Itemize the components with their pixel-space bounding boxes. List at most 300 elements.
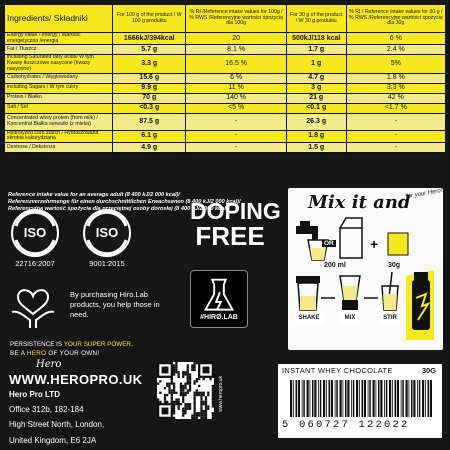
ri-per-100g: 20 xyxy=(186,33,286,45)
value-per-30g: <0.1 g xyxy=(286,103,346,113)
qr-module xyxy=(164,396,166,398)
qr-module xyxy=(198,414,200,416)
qr-module xyxy=(182,373,184,375)
nutrient-name: Fat / Tłuszcz xyxy=(5,45,113,55)
qr-module xyxy=(178,373,180,375)
qr-module xyxy=(175,392,177,394)
nutrient-name: Dextrose / Dekstroza xyxy=(5,143,113,153)
water-amount-label: 200 ml xyxy=(324,262,346,269)
powder-amount-label: 30g xyxy=(388,262,401,269)
iso-label: ISO xyxy=(23,225,47,240)
barcode-bar xyxy=(428,380,430,417)
nutrient-name: Salt / Sól xyxy=(5,103,113,113)
ri-per-100g: 8.1 % xyxy=(186,45,286,55)
qr-module xyxy=(193,417,195,419)
qr-module xyxy=(200,405,202,407)
value-per-30g: 1.5 g xyxy=(286,143,346,153)
barcode-bar xyxy=(425,380,426,417)
qr-side-url: www.heropro.uk xyxy=(218,376,224,412)
qr-module xyxy=(193,408,195,410)
qr-module xyxy=(187,364,189,366)
note-line: Referenzverzehrmenge für einen durchschnittlichen Erwachsenen (8 400 kJ/2 000 kcal)/ xyxy=(8,198,241,205)
qr-module xyxy=(175,362,177,364)
qr-module xyxy=(193,394,195,396)
nutrient-name: Protein / Białko xyxy=(5,93,113,103)
value-per-100g: 15.6 g xyxy=(113,73,186,83)
nutrition-table xyxy=(4,4,446,153)
nutrition-row xyxy=(5,73,446,83)
nutrient-name: including Sugars / W tym cukry xyxy=(5,83,113,93)
company-name: Hero Pro LTD xyxy=(9,390,60,399)
qr-module xyxy=(171,378,173,380)
address-street: High Street North, London, xyxy=(9,420,105,429)
nutrition-row xyxy=(5,55,446,73)
iso-22716-code: 22716:2007 xyxy=(15,259,55,268)
slogan-part: PERSISTENCE IS xyxy=(10,341,64,348)
qr-module xyxy=(166,394,168,396)
barcode-bar xyxy=(430,380,432,417)
qr-module xyxy=(189,373,191,375)
qr-module xyxy=(200,412,202,414)
barcode-bar xyxy=(345,380,347,417)
barcode-bar xyxy=(359,380,360,417)
mix-it-title: Mix it and xyxy=(308,192,411,213)
nutrient-name: Carbohydrates / Węglowodany xyxy=(5,73,113,83)
qr-module xyxy=(189,376,191,378)
ri-per-100g: <5 % xyxy=(186,103,286,113)
qr-module xyxy=(184,371,186,373)
qr-module xyxy=(187,405,189,407)
barcode-bar xyxy=(378,380,380,417)
qr-module xyxy=(212,414,214,416)
qr-module xyxy=(193,398,195,400)
qr-module xyxy=(212,403,214,405)
barcode-bar xyxy=(298,380,300,417)
ri-per-30g: - xyxy=(346,113,445,130)
hirolab-text: #HIRØ.LAB xyxy=(200,314,238,321)
qr-module xyxy=(173,401,175,403)
qr-module xyxy=(193,412,195,414)
barcode-bar xyxy=(369,380,371,417)
qr-module xyxy=(209,378,211,380)
qr-module xyxy=(171,401,173,403)
iso-label: ISO xyxy=(95,225,119,240)
qr-module xyxy=(162,408,169,415)
header-ri-30g: % RI / Reference intake values for 30 g / % RWS /Referencyjne wartości spożycia dla 30g xyxy=(346,5,445,33)
nutrient-name: Concentrated whey protein (from milk) / Koncentrat Białka serwatki (z mleka) xyxy=(5,113,113,130)
barcode-bar xyxy=(293,380,294,417)
barcode-bar xyxy=(347,380,349,417)
website-url[interactable]: WWW.HEROPRO.UK xyxy=(9,372,143,387)
note-line: Referencyjna wartość spożycia dla przeciętnej osoby dorosłej (8 400 kJ/2 000 kcal) xyxy=(8,205,228,212)
nutrient-name: Energy value / energy / Wartość energetyczna /energia xyxy=(5,33,113,45)
ri-per-30g: - xyxy=(346,143,445,153)
qr-module xyxy=(173,367,175,369)
qr-module xyxy=(178,408,180,410)
qr-module xyxy=(168,389,170,391)
shaker-icon xyxy=(296,276,320,310)
qr-module xyxy=(203,392,205,394)
qr-module xyxy=(189,385,191,387)
barcode-bar xyxy=(422,380,424,417)
qr-module xyxy=(182,408,184,410)
qr-module xyxy=(200,414,202,416)
qr-module xyxy=(159,380,161,382)
barcode-bar xyxy=(314,380,316,417)
barcode-bar xyxy=(384,380,385,417)
value-per-30g: 3 g xyxy=(286,83,346,93)
qr-module xyxy=(175,371,177,373)
barcode-bar xyxy=(368,380,369,417)
qr-module xyxy=(182,412,184,414)
qr-module xyxy=(184,410,186,412)
qr-module xyxy=(200,410,202,412)
qr-module xyxy=(162,367,169,374)
barcode-bar xyxy=(373,380,375,417)
qr-module xyxy=(184,387,186,389)
qr-module xyxy=(171,394,173,396)
qr-module xyxy=(164,398,166,400)
qr-module xyxy=(173,392,175,394)
qr-module xyxy=(168,387,170,389)
qr-module xyxy=(189,383,191,385)
product-weight: 30G xyxy=(421,366,436,375)
charity-text: By purchasing Hiro.Lab products, you help those in need. xyxy=(70,290,160,319)
qr-module xyxy=(187,383,189,385)
nutrition-row xyxy=(5,143,446,153)
qr-code[interactable] xyxy=(157,362,214,419)
qr-module xyxy=(196,392,198,394)
ri-per-30g: 6 % xyxy=(346,33,445,45)
barcode-bar xyxy=(336,380,338,417)
qr-module xyxy=(184,392,186,394)
qr-module xyxy=(189,387,191,389)
barcode-bar xyxy=(395,380,397,417)
qr-module xyxy=(182,394,184,396)
iso-9001-code: 9001:2015 xyxy=(89,259,125,268)
qr-module xyxy=(182,389,184,391)
qr-module xyxy=(173,387,175,389)
qr-module xyxy=(191,417,193,419)
qr-module xyxy=(200,394,202,396)
barcode-bar xyxy=(364,380,366,417)
qr-module xyxy=(200,417,202,419)
barcode-bar xyxy=(318,380,319,417)
slogan-part: OF YOUR OWN! xyxy=(46,350,100,357)
barcode-bar xyxy=(392,380,393,417)
sachet-icon xyxy=(388,233,408,255)
qr-module xyxy=(189,405,191,407)
qr-module xyxy=(187,367,189,369)
qr-module xyxy=(187,376,189,378)
qr-module xyxy=(205,398,207,400)
barcode-bar xyxy=(303,380,305,417)
hero-signature: Hero xyxy=(36,359,62,370)
qr-module xyxy=(173,373,175,375)
value-per-30g: 4.7 g xyxy=(286,73,346,83)
qr-module xyxy=(189,378,191,380)
qr-module xyxy=(193,369,195,371)
barcode-bar xyxy=(290,380,292,417)
barcode-bar xyxy=(343,380,344,417)
qr-module xyxy=(178,371,180,373)
barcode-bar xyxy=(401,380,402,417)
qr-module xyxy=(173,383,175,385)
qr-module xyxy=(184,385,186,387)
qr-module xyxy=(178,401,180,403)
qr-module xyxy=(212,412,214,414)
value-per-30g: 500kJ/118 kcal xyxy=(286,33,346,45)
barcode-bar xyxy=(362,380,364,417)
ri-per-100g: 11 % xyxy=(186,83,286,93)
hero-slogan xyxy=(10,350,99,357)
qr-module xyxy=(187,408,189,410)
qr-module xyxy=(180,387,182,389)
instruction-illustrations xyxy=(288,188,443,350)
value-per-100g: 5.7 g xyxy=(113,45,186,55)
qr-module xyxy=(180,383,182,385)
qr-module xyxy=(203,410,205,412)
stir-glass-icon xyxy=(382,272,398,310)
value-per-100g: <0.3 g xyxy=(113,103,186,113)
qr-module xyxy=(205,408,207,410)
qr-module xyxy=(180,403,182,405)
qr-module xyxy=(205,396,207,398)
qr-code-pattern xyxy=(157,362,214,419)
ri-per-30g: 1.8 % xyxy=(346,73,445,83)
ri-per-100g: - xyxy=(186,113,286,130)
qr-module xyxy=(198,392,200,394)
qr-module xyxy=(189,408,191,410)
qr-module xyxy=(173,412,175,414)
qr-module xyxy=(182,371,184,373)
ri-per-100g: - xyxy=(186,143,286,153)
qr-module xyxy=(193,396,195,398)
hero-shaker-bottle-icon xyxy=(406,270,434,340)
qr-module xyxy=(207,392,209,394)
qr-module xyxy=(196,417,198,419)
qr-module xyxy=(166,401,168,403)
qr-module xyxy=(212,385,214,387)
barcode-bar xyxy=(386,380,388,417)
qr-module xyxy=(184,408,186,410)
qr-module xyxy=(200,401,202,403)
iso-22716-badge xyxy=(10,208,60,258)
barcode-bar xyxy=(397,380,399,417)
ri-per-30g: 3.3 % xyxy=(346,83,445,93)
qr-module xyxy=(178,376,180,378)
qr-module xyxy=(187,403,189,405)
water-tap-icon xyxy=(296,221,318,240)
qr-module xyxy=(164,387,166,389)
qr-module xyxy=(180,392,182,394)
header-ingredients: Ingredients/ Składniki xyxy=(5,5,113,33)
barcode-bar xyxy=(307,380,309,417)
qr-module xyxy=(189,403,191,405)
ri-per-30g: 2.4 % xyxy=(346,45,445,55)
qr-module xyxy=(164,394,166,396)
qr-module xyxy=(168,383,170,385)
qr-module xyxy=(193,380,195,382)
doping-line: FREE xyxy=(195,221,265,251)
hirolab-logo xyxy=(190,270,248,328)
nutrition-row xyxy=(5,83,446,93)
qr-module xyxy=(182,392,184,394)
step-stir: STIR xyxy=(380,313,400,323)
qr-module xyxy=(184,383,186,385)
qr-module xyxy=(191,364,193,366)
qr-module xyxy=(200,392,202,394)
qr-module xyxy=(196,378,198,380)
qr-module xyxy=(173,385,175,387)
barcode-bar xyxy=(402,380,404,417)
ri-per-30g: 42 % xyxy=(346,93,445,103)
qr-module xyxy=(212,394,214,396)
ean-number: 5 060727 122022 xyxy=(282,419,410,431)
qr-module xyxy=(203,367,210,374)
qr-module xyxy=(182,414,184,416)
address-office: Office 312b, 182-184 xyxy=(9,405,84,414)
qr-module xyxy=(157,383,159,385)
qr-module xyxy=(159,401,161,403)
qr-module xyxy=(182,398,184,400)
qr-module xyxy=(180,385,182,387)
step-shake: SHAKE xyxy=(294,313,324,323)
qr-module xyxy=(198,385,200,387)
qr-module xyxy=(184,405,186,407)
qr-module xyxy=(193,367,195,369)
qr-module xyxy=(203,378,205,380)
qr-module xyxy=(193,392,195,394)
qr-module xyxy=(205,410,207,412)
qr-module xyxy=(193,362,195,364)
value-per-100g: 87.5 g xyxy=(113,113,186,130)
qr-module xyxy=(212,387,214,389)
qr-module xyxy=(212,389,214,391)
qr-module xyxy=(175,364,177,366)
qr-module xyxy=(184,403,186,405)
qr-module xyxy=(212,417,214,419)
qr-module xyxy=(191,369,193,371)
qr-module xyxy=(200,403,202,405)
qr-module xyxy=(212,396,214,398)
barcode-bar xyxy=(296,380,298,417)
qr-module xyxy=(182,396,184,398)
qr-module xyxy=(212,405,214,407)
qr-module xyxy=(171,383,173,385)
qr-module xyxy=(200,398,202,400)
value-per-100g: 6.1 g xyxy=(113,130,186,142)
doping-free-label xyxy=(190,198,281,251)
qr-module xyxy=(180,394,182,396)
qr-module xyxy=(182,376,184,378)
qr-module xyxy=(203,401,205,403)
qr-module xyxy=(189,389,191,391)
qr-module xyxy=(205,405,207,407)
nutrition-row xyxy=(5,130,446,142)
qr-module xyxy=(175,403,177,405)
qr-module xyxy=(203,394,205,396)
barcode-bar xyxy=(312,380,314,417)
qr-module xyxy=(173,417,175,419)
value-per-30g: 1 g xyxy=(286,55,346,73)
qr-module xyxy=(200,396,202,398)
qr-module xyxy=(207,394,209,396)
plus-sign: + xyxy=(370,236,379,252)
or-label: OR xyxy=(324,240,334,247)
qr-module xyxy=(196,394,198,396)
qr-module xyxy=(193,405,195,407)
slogan-highlight: YOUR SUPER POWER xyxy=(63,341,131,348)
qr-module xyxy=(193,364,195,366)
barcode xyxy=(288,380,433,417)
ri-per-100g: 16.5 % xyxy=(186,55,286,73)
qr-module xyxy=(168,385,170,387)
slogan-highlight: HERO xyxy=(26,350,47,357)
barcode-bar xyxy=(329,380,331,417)
barcode-bar xyxy=(411,380,413,417)
qr-module xyxy=(175,398,177,400)
barcode-bar xyxy=(320,380,322,417)
ri-per-100g: - xyxy=(186,130,286,142)
qr-module xyxy=(184,412,186,414)
heart-hands-icon xyxy=(8,282,58,330)
qr-module xyxy=(207,408,209,410)
qr-module xyxy=(173,408,175,410)
ri-per-100g: 6 % xyxy=(186,73,286,83)
qr-module xyxy=(193,414,195,416)
barcode-bar xyxy=(353,380,355,417)
qr-module xyxy=(171,380,173,382)
barcode-bar xyxy=(413,380,415,417)
qr-module xyxy=(171,398,173,400)
milk-carton-icon xyxy=(340,218,362,258)
nutrition-header-row xyxy=(5,5,446,33)
qr-module xyxy=(173,389,175,391)
qr-module xyxy=(193,403,195,405)
header-per-100g: For 100 g of the product / W 100 g produktu xyxy=(113,5,186,33)
nutrition-row xyxy=(5,113,446,130)
qr-module xyxy=(212,398,214,400)
barcode-bar xyxy=(302,380,303,417)
barcode-bar xyxy=(326,380,327,417)
barcode-bar xyxy=(409,380,410,417)
qr-module xyxy=(193,401,195,403)
blender-icon xyxy=(340,276,360,310)
for-your-hero-note: for your Hero! xyxy=(405,187,443,201)
nutrition-row xyxy=(5,33,446,45)
qr-module xyxy=(184,373,186,375)
qr-module xyxy=(205,401,207,403)
qr-module xyxy=(205,403,207,405)
qr-module xyxy=(171,389,173,391)
qr-module xyxy=(184,394,186,396)
note-line: Reference intake value for an average adult (8 400 kJ/2 000 kcal)/ xyxy=(8,192,180,198)
qr-module xyxy=(203,403,205,405)
qr-module xyxy=(180,389,182,391)
qr-module xyxy=(193,383,195,385)
qr-module xyxy=(178,403,180,405)
qr-module xyxy=(178,398,180,400)
barcode-bar xyxy=(351,380,352,417)
barcode-bar xyxy=(323,380,325,417)
barcode-bar xyxy=(419,380,421,417)
qr-module xyxy=(196,362,198,364)
qr-module xyxy=(207,405,209,407)
qr-module xyxy=(159,392,161,394)
slogan-part: BE A xyxy=(10,350,27,357)
qr-module xyxy=(173,410,175,412)
